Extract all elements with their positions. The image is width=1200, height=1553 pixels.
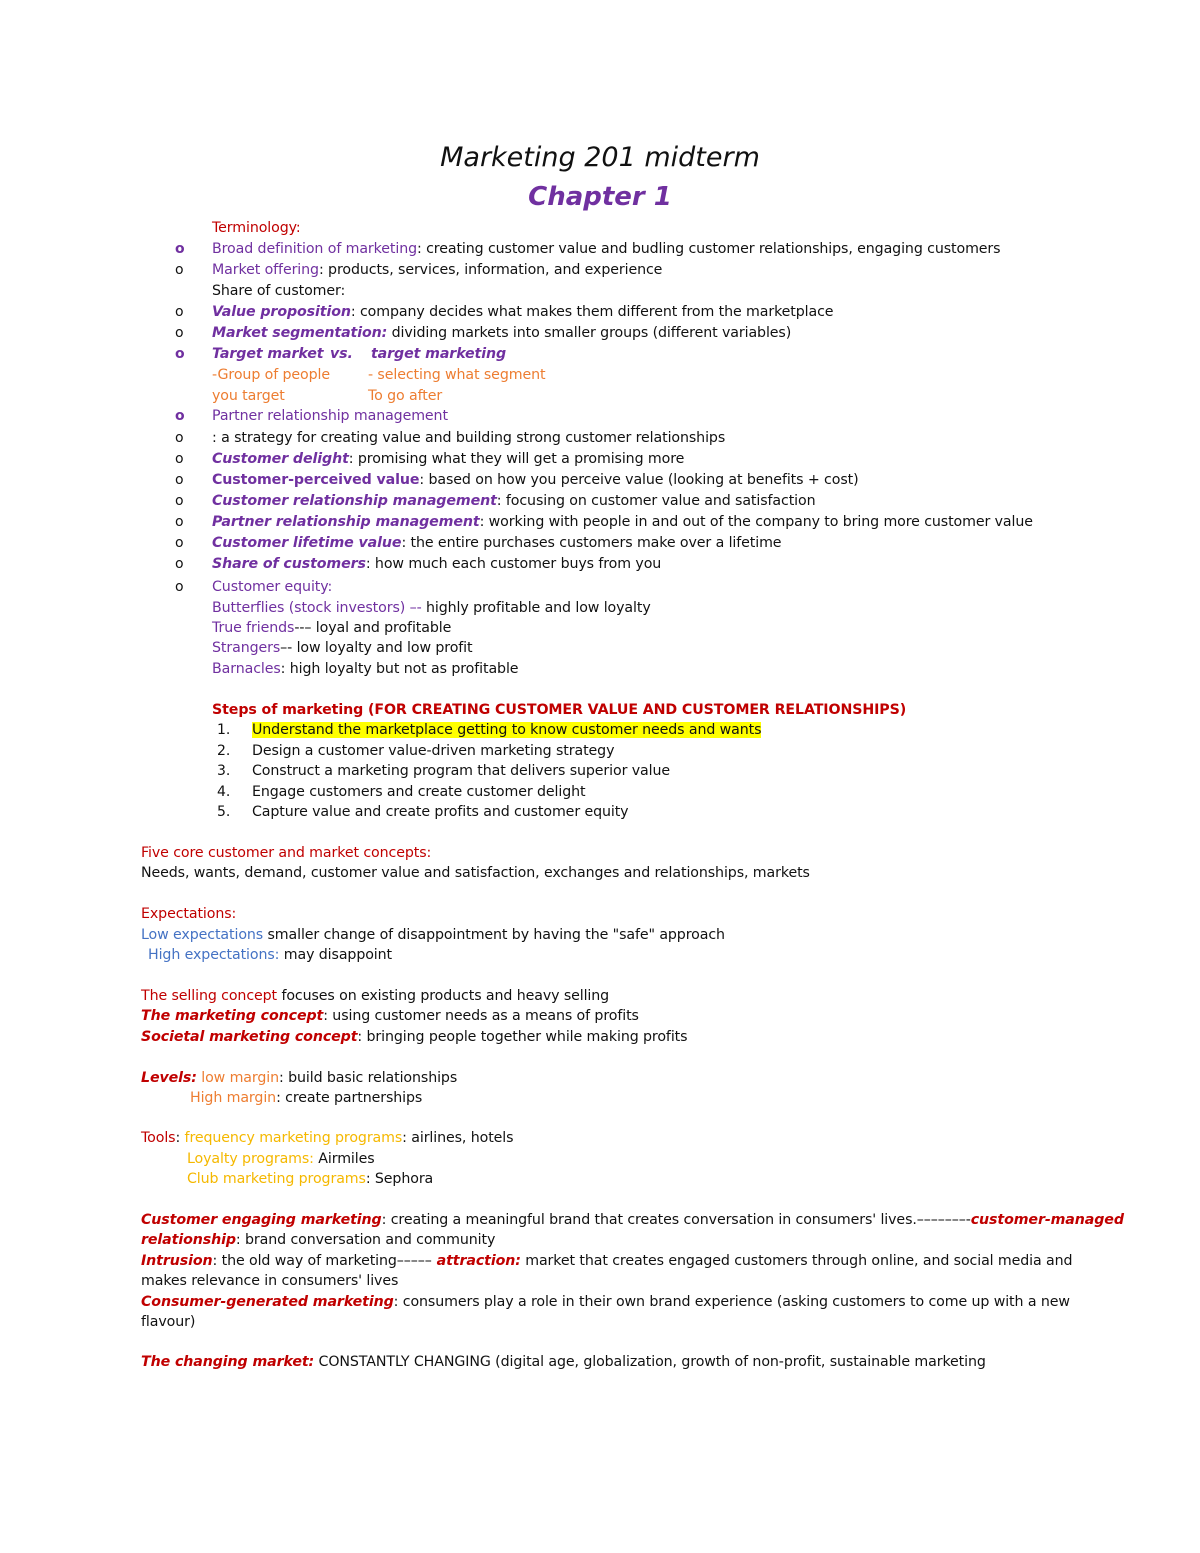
high-expectations-text: may disappoint [279, 947, 392, 963]
societal-concept-line [141, 1027, 687, 1047]
step-number: 1. [217, 722, 231, 738]
levels-line [141, 1068, 457, 1088]
engaging-line-1 [141, 1210, 1124, 1230]
bullet-marker: o [175, 556, 184, 572]
term-definition: : promising what they will get a promising more [348, 451, 685, 467]
equity-text: : high loyalty but not as profitable [280, 661, 519, 677]
term-line-strategy: : a strategy for creating value and building strong customer relationships [212, 430, 726, 446]
core-concepts-text: Needs, wants, demand, customer value and satisfaction, exchanges and relationships, markets [141, 865, 810, 881]
step-number: 5. [217, 804, 231, 820]
term-definition: : working with people in and out of the company to bring more customer value [479, 514, 1033, 530]
term-definition: Share of customer: [212, 283, 346, 299]
bullet-marker: o [175, 579, 184, 595]
loyalty-programs-label: Loyalty programs: [187, 1151, 314, 1167]
term-label-target-marketing: target marketing [371, 346, 507, 362]
intrusion-text: : the old way of marketing––––– [212, 1253, 432, 1269]
marketing-concept-label: The marketing concept [141, 1008, 324, 1024]
relationship-label: relationship [141, 1232, 236, 1248]
equity-true-friends [212, 618, 451, 638]
club-programs-label: Club marketing programs [187, 1171, 366, 1187]
attraction-text: market that creates engaged customers through online, and social media and [520, 1253, 1073, 1269]
equity-barnacles [212, 659, 518, 679]
term-definition: : products, services, information, and experience [318, 262, 663, 278]
term-line-customer-equity: Customer equity: [212, 579, 333, 595]
societal-concept-label: Societal marketing concept [141, 1029, 358, 1045]
term-line-share-of-customers [212, 554, 661, 574]
expectations-heading: Expectations: [141, 906, 237, 922]
term-label: Target market [212, 346, 324, 362]
low-margin-text: : build basic relationships [279, 1070, 458, 1086]
step-number: 3. [217, 763, 231, 779]
bullet-marker: o [175, 493, 184, 509]
bullet-marker: o [175, 472, 184, 488]
selling-concept-label: The selling concept [141, 988, 278, 1004]
bullet-marker: o [175, 408, 185, 424]
target-market-desc-left: -Group of people [212, 367, 331, 383]
customer-managed-label: customer-managed [970, 1212, 1124, 1228]
core-concepts-heading: Five core customer and market concepts: [141, 845, 432, 861]
step-item [252, 720, 761, 740]
terminology-heading: Terminology: [212, 220, 301, 236]
term-line-customer-perceived-value [212, 470, 859, 490]
bullet-marker: o [175, 535, 184, 551]
societal-concept-text: : bringing people together while making profits [357, 1029, 688, 1045]
term-definition: : focusing on customer value and satisfaction [496, 493, 816, 509]
low-expectations-line [141, 925, 725, 945]
target-marketing-desc-right-2: To go after [368, 388, 443, 404]
target-market-desc-left-2: you target [212, 388, 285, 404]
tools-separator: : [175, 1130, 185, 1146]
term-line-crm [212, 491, 816, 511]
cgm-line-2: flavour) [141, 1314, 196, 1330]
step-item: Engage customers and create customer delight [252, 784, 586, 800]
bullet-marker: o [175, 514, 184, 530]
loyalty-programs-text: Airmiles [313, 1151, 375, 1167]
high-expectations-label: High expectations: [148, 947, 280, 963]
term-definition: : the entire purchases customers make over a lifetime [401, 535, 782, 551]
selling-concept-line [141, 986, 609, 1006]
tools-label: Tools [141, 1130, 176, 1146]
term-definition: : creating customer value and budling customer relationships, engaging customers [417, 241, 1001, 257]
steps-heading: Steps of marketing (FOR CREATING CUSTOMER VALUE AND CUSTOMER RELATIONSHIPS) [212, 702, 907, 718]
intrusion-line [141, 1251, 1072, 1271]
high-margin-text: : create partnerships [276, 1090, 423, 1106]
relationship-text: : brand conversation and community [235, 1232, 496, 1248]
term-line-partner-relationship: Partner relationship management [212, 408, 448, 424]
equity-text: --– loyal and profitable [294, 620, 452, 636]
term-line-target-market [212, 344, 323, 364]
equity-text: highly profitable and low loyalty [421, 600, 651, 616]
term-line-market-offering [212, 260, 662, 280]
term-definition: : how much each customer buys from you [365, 556, 662, 572]
changing-market-text: CONSTANTLY CHANGING (digital age, globalization, growth of non-profit, sustainable marketing [314, 1354, 986, 1370]
step-number: 2. [217, 743, 231, 759]
term-label: Market offering [212, 262, 319, 278]
tools-line [141, 1128, 513, 1148]
step-text-highlighted: Understand the marketplace getting to know customer needs and wants [252, 722, 762, 738]
term-line-prm [212, 512, 1033, 532]
equity-butterflies [212, 598, 651, 618]
term-label: Customer delight [212, 451, 349, 467]
intrusion-label: Intrusion [141, 1253, 213, 1269]
step-item: Construct a marketing program that delivers superior value [252, 763, 670, 779]
term-definition: : based on how you perceive value (looking at benefits + cost) [419, 472, 859, 488]
changing-market-line [141, 1352, 986, 1372]
step-item: Design a customer value-driven marketing strategy [252, 743, 615, 759]
bullet-marker: o [175, 346, 185, 362]
low-expectations-label: Low expectations [141, 927, 264, 943]
term-vs: vs. [330, 346, 353, 362]
club-programs-line [187, 1169, 433, 1189]
low-expectations-text: smaller change of disappointment by having the "safe" approach [263, 927, 725, 943]
term-label: Broad definition of marketing [212, 241, 418, 257]
cgm-text: : consumers play a role in their own brand experience (asking customers to come up with a new [393, 1294, 1070, 1310]
equity-label: True friends [212, 620, 295, 636]
equity-text: –- low loyalty and low profit [280, 640, 473, 656]
high-margin-line [190, 1088, 422, 1108]
equity-label: Strangers [212, 640, 281, 656]
attraction-line-2: makes relevance in consumers' lives [141, 1273, 399, 1289]
marketing-concept-line [141, 1006, 639, 1026]
frequency-programs-text: : airlines, hotels [402, 1130, 514, 1146]
high-margin-label: High margin [190, 1090, 277, 1106]
marketing-concept-text: : using customer needs as a means of profits [323, 1008, 639, 1024]
cgm-label: Consumer-generated marketing [141, 1294, 394, 1310]
bullet-marker: o [175, 262, 184, 278]
term-line-value-proposition [212, 302, 833, 322]
engaging-label: Customer engaging marketing [141, 1212, 382, 1228]
term-label: Customer relationship management [212, 493, 497, 509]
low-margin-label: low margin [196, 1070, 280, 1086]
bullet-marker: o [175, 430, 184, 446]
bullet-marker: o [175, 241, 185, 257]
engaging-text: : creating a meaningful brand that creates conversation in consumers' lives.–––––––- [381, 1212, 971, 1228]
engaging-line-2 [141, 1230, 495, 1250]
term-label: Customer-perceived value [212, 472, 420, 488]
attraction-label: attraction: [431, 1253, 521, 1269]
term-label: Market segmentation: [212, 325, 388, 341]
term-line-share-of-customer [212, 281, 345, 301]
loyalty-programs-line [187, 1149, 375, 1169]
bullet-marker: o [175, 304, 184, 320]
term-label: Value proposition [212, 304, 351, 320]
cgm-line [141, 1292, 1070, 1312]
chapter-heading: Chapter 1 [528, 182, 672, 212]
equity-strangers [212, 638, 472, 658]
term-definition: dividing markets into smaller groups (different variables) [387, 325, 792, 341]
bullet-marker: o [175, 451, 184, 467]
equity-label: Barnacles [212, 661, 281, 677]
step-number: 4. [217, 784, 231, 800]
changing-market-label: The changing market: [141, 1354, 315, 1370]
term-line-customer-delight [212, 449, 684, 469]
target-marketing-desc-right: - selecting what segment [368, 367, 546, 383]
bullet-marker: o [175, 325, 184, 341]
term-label: Share of customers [212, 556, 366, 572]
high-expectations-line [148, 945, 392, 965]
selling-concept-text: focuses on existing products and heavy selling [277, 988, 610, 1004]
term-line-broad-definition [212, 239, 1000, 259]
term-line-market-segmentation [212, 323, 791, 343]
frequency-programs-label: frequency marketing programs [184, 1130, 403, 1146]
club-programs-text: : Sephora [365, 1171, 434, 1187]
term-label: Partner relationship management [212, 514, 480, 530]
term-line-customer-lifetime-value [212, 533, 781, 553]
equity-label: Butterflies (stock investors) –- [212, 600, 422, 616]
levels-label: Levels: [141, 1070, 197, 1086]
term-label: Customer lifetime value [212, 535, 402, 551]
document-title: Marketing 201 midterm [440, 142, 760, 173]
step-item: Capture value and create profits and customer equity [252, 804, 629, 820]
term-definition: : company decides what makes them different from the marketplace [350, 304, 834, 320]
